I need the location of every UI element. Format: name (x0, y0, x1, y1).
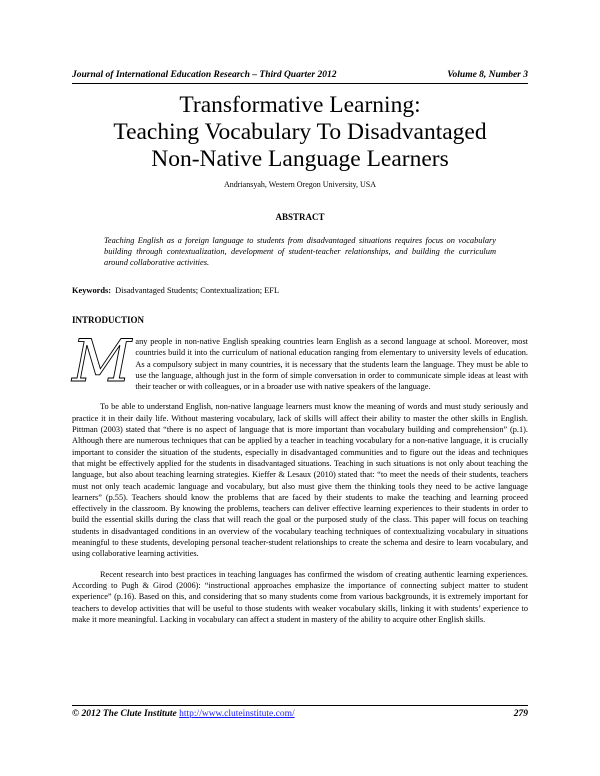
publisher-link[interactable]: http://www.cluteinstitute.com/ (179, 709, 295, 719)
footer-left (72, 709, 295, 719)
introduction-body (72, 327, 528, 634)
paragraph-1 (72, 327, 528, 395)
title-line-3: Non-Native Language Learners (151, 146, 449, 172)
paragraph-2: To be able to understand English, non-native language learners must know the meaning of words and must study seriously and practice it in their daily life. Without mastering vocabulary, lack of skills will affect their ability to master the other skills in English. Pittman (2003) stated that “there is no aspect of language that is more important than vocabulary building and comprehension” (p.1). Although there are numerous techniques that can be applied by a teacher in teaching vocabulary for a non-native language, it is crucially important to consider the situation of the students, especially in disadvantaged communities and to figure out the ideas and techniques that might be effectively applied for the students in disadvantaged situations. Teaching in such situations is not only about teaching the language, but also about teaching learning strategies. Kieffer & Lesaux (2010) stated that: “to meet the needs of their students, teachers must not only teach academic language and vocabulary, but also must give them the thinking tools they need to be active language learners” (p.55). Teachers should know the problems that are faced by their students to make the teaching and learning proceed effectively in the classroom. By knowing the problems, teachers can deliver effective learning experiences to their students in order to build the essential skills during the class that will reach the goal or the purposed study of the class. This paper will focus on teaching students in disadvantaged conditions in an overview of the vocabulary teaching techniques of contextualizing vocabulary in situations meaningful to these students, developing personal teacher-student relationships to create the schema and desire to learn vocabulary, and using collaborative learning activities. (72, 402, 528, 559)
paragraph-3: Recent research into best practices in teaching languages has confirmed the wisdom of creating authentic learning experiences. According to Pugh & Girod (2006): “instructional approaches emphasize the importance of connecting subject matter to student experience” (p.16). Based on this, and considering that so many students come from various backgrounds, it is extremely important for teachers to develop activities that will be useful to those students with weaker vocabulary skills, linking it with students’ experience to make it more meaningful. Lacking in vocabulary can affect a student in mastery of the ability to acquire other English skills. (72, 569, 528, 624)
author-affiliation: Andriansyah, Western Oregon University, USA (224, 180, 376, 189)
abstract-heading: ABSTRACT (275, 212, 325, 222)
keywords-label: Keywords: (72, 286, 112, 295)
footer-rule (72, 705, 528, 706)
drop-cap: M (72, 327, 132, 395)
volume-number: Volume 8, Number 3 (447, 70, 528, 80)
running-header (72, 70, 528, 80)
keywords-value: Disadvantaged Students; Contextualization; EFL (115, 286, 280, 295)
journal-name: Journal of International Education Research – Third Quarter 2012 (72, 70, 337, 80)
abstract-text: Teaching English as a foreign language to students from disadvantaged situations requires focus on vocabulary building through contextualization, development of student-teacher relationships, and building the curriculum around collaborative activities. (104, 236, 496, 267)
paper-title (60, 92, 540, 173)
page-number: 279 (513, 709, 528, 719)
paragraph-1-text: any people in non-native English speaking countries learn English as a second language at school. Moreover, most countries build it into the curriculum of national education ranging from elementary to university levels of education. As a compulsory subject in many countries, it is necessary that the students learn the language. They must be able to use the language, although just in the form of simple conversation in order to communicate simple ideas at least with their teacher or with colleagues, or in a broader use with native speakers of the language. (135, 337, 528, 392)
keywords (72, 286, 528, 295)
title-line-1: Transformative Learning: (179, 92, 421, 118)
page-footer (72, 709, 528, 719)
section-heading-introduction: INTRODUCTION (72, 315, 145, 325)
title-line-2: Teaching Vocabulary To Disadvantaged (113, 119, 487, 145)
copyright-text: © 2012 The Clute Institute (72, 709, 177, 719)
header-rule (72, 83, 528, 84)
